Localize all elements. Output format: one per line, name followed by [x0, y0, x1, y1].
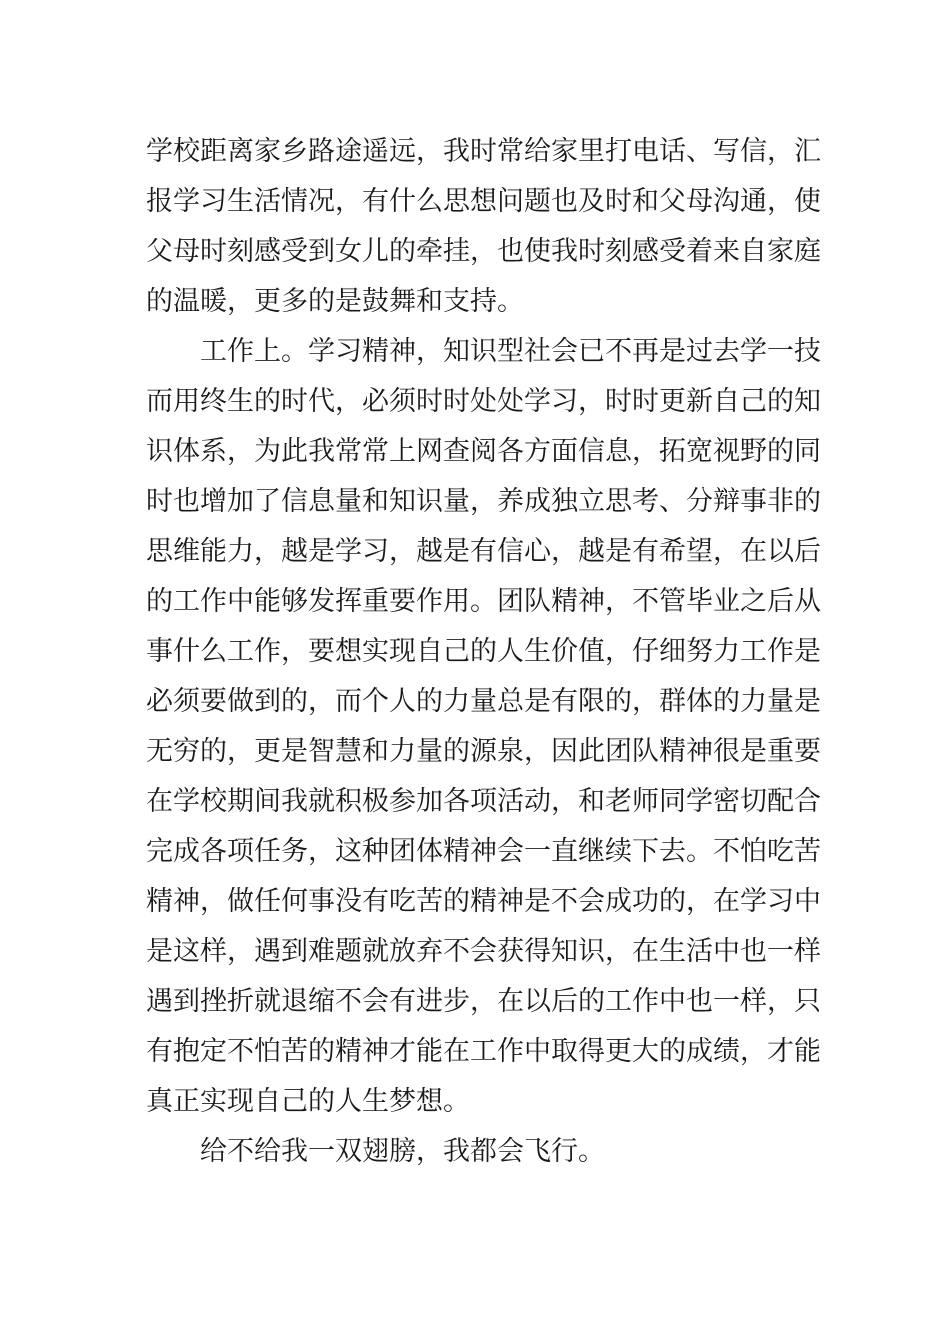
text-line: 事什么工作，要想实现自己的人生价值，仔细努力工作是 [146, 636, 821, 667]
text-line: 思维能力，越是学习，越是有信心，越是有希望，在以后 [146, 536, 821, 567]
body-text [146, 127, 821, 1177]
text-line: 必须要做到的，而个人的力量总是有限的，群体的力量是 [146, 686, 821, 717]
text-line: 报学习生活情况，有什么思想问题也及时和父母沟通，使 [146, 186, 821, 217]
text-line: 有抱定不怕苦的精神才能在工作中取得更大的成绩，才能 [146, 1036, 821, 1067]
text-line: 而用终生的时代，必须时时处处学习，时时更新自己的知 [146, 386, 821, 417]
text-line: 精神，做任何事没有吃苦的精神是不会成功的，在学习中 [146, 886, 821, 917]
text-line: 真正实现自己的人生梦想。 [146, 1086, 470, 1117]
text-line: 遇到挫折就退缩不会有进步，在以后的工作中也一样，只 [146, 986, 821, 1017]
text-line: 的温暖，更多的是鼓舞和支持。 [146, 286, 524, 317]
text-line: 学校距离家乡路途遥远，我时常给家里打电话、写信，汇 [146, 136, 821, 167]
paragraph-start-line: 工作上。学习精神，知识型社会已不再是过去学一技 [200, 336, 821, 367]
text-line: 在学校期间我就积极参加各项活动，和老师同学密切配合 [146, 786, 821, 817]
text-line: 时也增加了信息量和知识量，养成独立思考、分辩事非的 [146, 486, 821, 517]
text-line: 识体系，为此我常常上网查阅各方面信息，拓宽视野的同 [146, 436, 821, 467]
text-line: 是这样，遇到难题就放弃不会获得知识，在生活中也一样 [146, 936, 821, 967]
text-line: 父母时刻感受到女儿的牵挂，也使我时刻感受着来自家庭 [146, 236, 821, 267]
paragraph-start-line: 给不给我一双翅膀，我都会飞行。 [200, 1136, 605, 1167]
text-line: 完成各项任务，这种团体精神会一直继续下去。不怕吃苦 [146, 836, 821, 867]
text-line: 的工作中能够发挥重要作用。团队精神，不管毕业之后从 [146, 586, 821, 617]
text-line: 无穷的，更是智慧和力量的源泉，因此团队精神很是重要 [146, 736, 821, 767]
